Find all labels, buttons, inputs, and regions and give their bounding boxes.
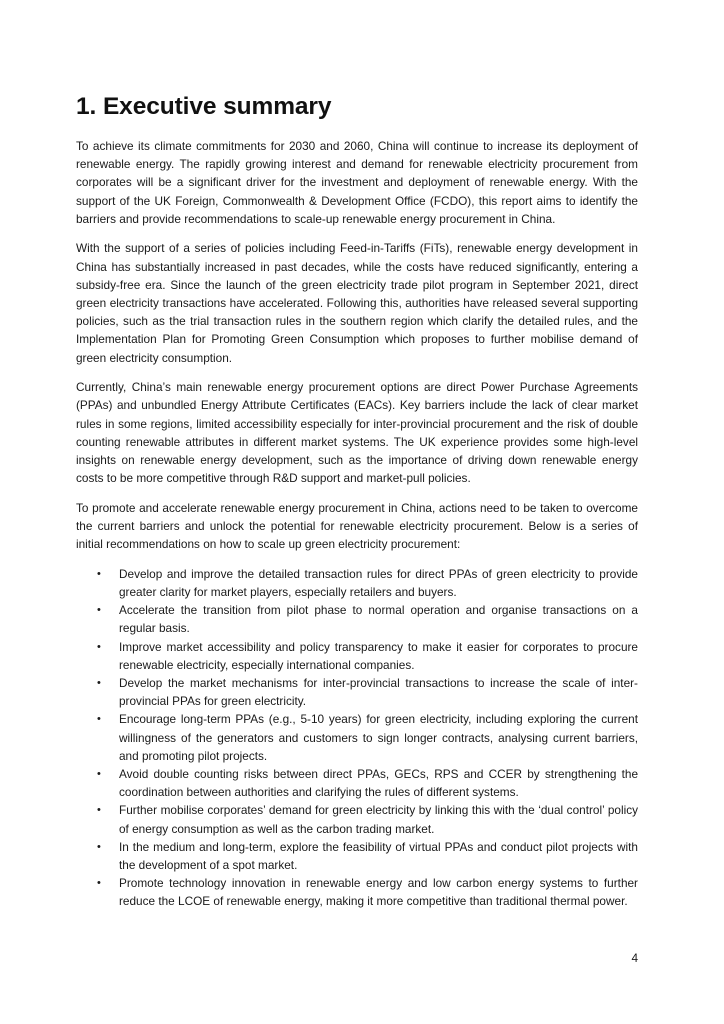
list-item-text: Improve market accessibility and policy transparency to make it easier for corporates to procure renewable electricity, especially international companies. <box>119 639 638 672</box>
list-item <box>76 838 638 874</box>
bullet-icon: • <box>97 840 101 853</box>
paragraph: To promote and accelerate renewable energy procurement in China, actions need to be taken to overcome the current barriers and unlock the potential for renewable electricity procurement. Below is a series of initial recommendations on how to scale up green electricity procurement: <box>76 500 638 552</box>
recommendations-list <box>76 565 638 911</box>
bullet-icon: • <box>97 640 101 653</box>
bullet-icon: • <box>97 768 101 781</box>
list-item <box>76 601 638 637</box>
list-item <box>76 674 638 710</box>
section-body <box>76 137 638 911</box>
bullet-icon: • <box>97 677 101 690</box>
list-item-text: Develop the market mechanisms for inter-provincial transactions to increase the scale of inter-provincial PPAs for green electricity. <box>119 676 638 709</box>
paragraph: To achieve its climate commitments for 2030 and 2060, China will continue to increase its deployment of renewable energy. The rapidly growing interest and demand for renewable electricity procurement from corporates will be a significant driver for the investment and deployment of renewable energy. With the support of the UK Foreign, Commonwealth & Development Office (FCDO), this report aims to identify the barriers and provide recommendations to scale-up renewable energy procurement in China. <box>76 139 638 226</box>
list-item <box>76 801 638 837</box>
list-item <box>76 765 638 801</box>
list-item-text: Develop and improve the detailed transaction rules for direct PPAs of green electricity to provide greater clarity for market players, especially retailers and buyers. <box>119 566 638 600</box>
list-item-text: Further mobilise corporates’ demand for green electricity by linking this with the ‘dual control’ policy of energy consumption as well as the carbon trading market. <box>119 803 638 836</box>
list-item-text: Promote technology innovation in renewable energy and low carbon energy systems to further reduce the LCOE of renewable energy, making it more competitive than traditional thermal power. <box>119 876 638 909</box>
list-item-text: Avoid double counting risks between direct PPAs, GECs, RPS and CCER by strengthening the coordination between authorities and clarifying the rules of different systems. <box>119 767 638 800</box>
bullet-icon: • <box>97 567 101 580</box>
list-item-text: In the medium and long-term, explore the feasibility of virtual PPAs and conduct pilot projects with the development of a spot market. <box>119 839 638 873</box>
bullet-icon: • <box>97 877 101 890</box>
page-number: 4 <box>631 951 638 965</box>
list-item <box>76 565 638 601</box>
list-item <box>76 874 638 910</box>
bullet-icon: • <box>97 604 101 617</box>
list-item-text: Accelerate the transition from pilot phase to normal operation and organise transactions on a regular basis. <box>119 603 638 636</box>
list-item <box>76 710 638 765</box>
bullet-icon: • <box>97 713 101 726</box>
list-item <box>76 638 638 674</box>
paragraph: Currently, China’s main renewable energy procurement options are direct Power Purchase Agreements (PPAs) and unbundled Energy Attribute Certificates (EACs). Key barriers include the lack of clear market rules in some regions, limited accessibility especially for inter-provincial procurement and the risk of double counting renewable attributes in different market systems. The UK experience provides some high-level insights on renewable energy development, such as the importance of driving down renewable energy costs to be more competitive through R&D support and market-pull policies. <box>76 380 638 486</box>
bullet-icon: • <box>97 804 101 817</box>
section-heading: 1. Executive summary <box>76 93 332 120</box>
list-item-text: Encourage long-term PPAs (e.g., 5-10 years) for green electricity, including exploring the current willingness of the generators and customers to sign longer contracts, analysing current barriers, and promoting pilot projects. <box>119 712 638 763</box>
paragraph: With the support of a series of policies including Feed-in-Tariffs (FiTs), renewable energy development in China has substantially increased in past decades, while the costs have reduced significantly, entering a subsidy-free era. Since the launch of the green electricity trade pilot program in September 2021, direct green electricity transactions have accelerated. Following this, authorities have released several supporting policies, such as the trial transaction rules in the southern region which clarify the detailed rules, and the Implementation Plan for Promoting Green Consumption which proposes to further mobilise demand of green electricity consumption. <box>76 241 638 365</box>
